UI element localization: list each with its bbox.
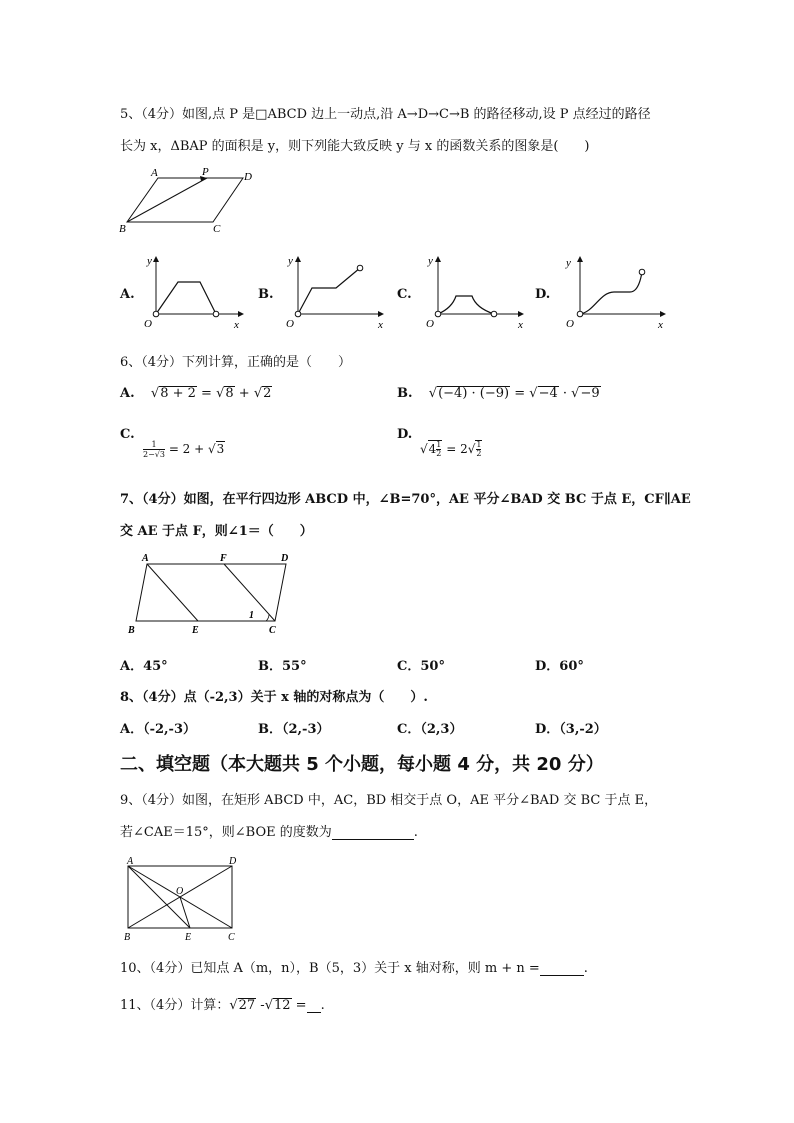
q9-answer-blank <box>332 825 414 840</box>
q5-d-axis-y: y <box>566 257 571 269</box>
q7-label-f: F <box>220 553 227 564</box>
q7-label-a: A <box>142 553 149 564</box>
q6-d-expr: √4 $\frac{1}{2}$ = 2√ $\frac{1}{2}$ <box>420 440 482 458</box>
q5-d-origin: O <box>566 318 574 330</box>
q5-label-d: D <box>244 171 252 183</box>
q8-option-d: D．（3,-2） <box>535 722 607 737</box>
q5-label-a: A <box>151 167 158 179</box>
q9-label-e: E <box>185 932 192 943</box>
q8-option-a: A．（-2,-3） <box>120 722 196 737</box>
q5-d-axis-x: x <box>658 319 663 331</box>
q5-a-axis-x: x <box>234 319 239 331</box>
q7-stem-line2: 交 AE 于点 F，则∠1＝（ ） <box>120 524 313 539</box>
q5-a-origin: O <box>144 318 152 330</box>
q7-stem-line1: 7、（4分）如图，在平行四边形 ABCD 中，∠B=70°，AE 平分∠BAD 交 BC 于点 E，CF∥AE <box>120 492 691 507</box>
q5-graph-d <box>556 252 672 334</box>
q11-answer-blank <box>307 998 321 1013</box>
q7-label-c: C <box>269 625 276 636</box>
q7-option-c: C．50° <box>397 659 445 674</box>
q6-option-b: B. √(−4) · (−9) = √−4 · √−9 <box>397 386 600 401</box>
q6-option-d <box>397 427 412 442</box>
q5-option-b-label: B. <box>258 287 274 302</box>
q5-option-c-label: C. <box>397 287 412 302</box>
q5-b-axis-x: x <box>378 319 383 331</box>
q7-option-b: B．55° <box>258 659 307 674</box>
q5-a-axis-y: y <box>147 255 152 267</box>
q6-c-label: C. <box>120 427 135 442</box>
q9-stem-line2: 若∠CAE＝15°，则∠BOE 的度数为 . <box>120 825 418 840</box>
q10-stem: 10、（4分）已知点 A（m，n），B（5，3）关于 x 轴对称，则 m + n = . <box>120 961 588 976</box>
q6-a-left: 8 + 2 <box>160 386 196 401</box>
q6-d-label: D. <box>397 427 413 442</box>
q5-b-origin: O <box>286 318 294 330</box>
q6-option-a: A. √8 + 2 = √8 + √2 <box>120 386 272 401</box>
q5-parallelogram-figure <box>115 164 265 236</box>
q5-stem-line2: 长为 x，ΔBAP 的面积是 y，则下列能大致反映 y 与 x 的函数关系的图象是( ) <box>120 139 590 154</box>
q9-label-b: B <box>124 932 131 943</box>
q5-stem-line1: 5、（4分）如图,点 P 是□ABCD 边上一动点,沿 A→D→C→B 的路径移动,设 P 点经过的路径 <box>120 107 651 122</box>
q6-c-expr: $\frac{1}{2-√3}$ = 2 + √3 <box>143 440 225 459</box>
q6-option-c <box>120 427 135 442</box>
q8-option-b: B．（2,-3） <box>258 722 330 737</box>
q5-label-c: C <box>213 223 221 235</box>
q7-label-d: D <box>281 553 289 564</box>
q5-c-axis-x: x <box>518 319 523 331</box>
q6-stem: 6、（4分）下列计算，正确的是（ ） <box>120 355 352 370</box>
q11-radicand-2: 12 <box>274 998 291 1013</box>
q5-graph-b <box>278 252 390 334</box>
q11-stem: 11、（4分）计算：√27 -√12 = . <box>120 998 325 1013</box>
q7-label-b: B <box>128 625 135 636</box>
section-fill-in-title: 二、填空题（本大题共 5 个小题，每小题 4 分，共 20 分） <box>120 754 604 775</box>
q8-stem: 8、（4分）点（-2,3）关于 x 轴的对称点为（ ）. <box>120 690 428 705</box>
q9-label-o: O <box>176 886 184 897</box>
q5-graph-c <box>418 252 530 334</box>
q9-label-c: C <box>228 932 235 943</box>
q6-a-label: A. <box>120 386 135 401</box>
q6-b-label: B. <box>397 386 413 401</box>
q11-radicand-1: 27 <box>238 998 256 1013</box>
q10-answer-blank <box>540 961 584 976</box>
q8-option-c: C．（2,3） <box>397 722 463 737</box>
q7-option-d: D．60° <box>535 659 584 674</box>
q7-label-e: E <box>192 625 199 636</box>
q9-stem-line1: 9、（4分）如图，在矩形 ABCD 中，AC，BD 相交于点 O，AE 平分∠BAD 交 BC 于点 E， <box>120 793 658 808</box>
q5-graph-a <box>140 252 250 334</box>
q9-rectangle-figure <box>118 852 248 944</box>
q9-label-d: D <box>229 856 237 867</box>
q5-c-axis-y: y <box>428 255 433 267</box>
q5-c-origin: O <box>426 318 434 330</box>
q9-label-a: A <box>127 856 134 867</box>
q7-label-angle-1: 1 <box>249 610 254 621</box>
q5-b-axis-y: y <box>288 255 293 267</box>
q7-parallelogram-figure <box>120 548 300 638</box>
q7-option-a: A．45° <box>120 659 168 674</box>
q5-option-d-label: D. <box>535 287 551 302</box>
q5-option-a-label: A. <box>120 287 135 302</box>
q5-label-p: P <box>202 166 209 178</box>
q5-label-b: B <box>119 223 126 235</box>
